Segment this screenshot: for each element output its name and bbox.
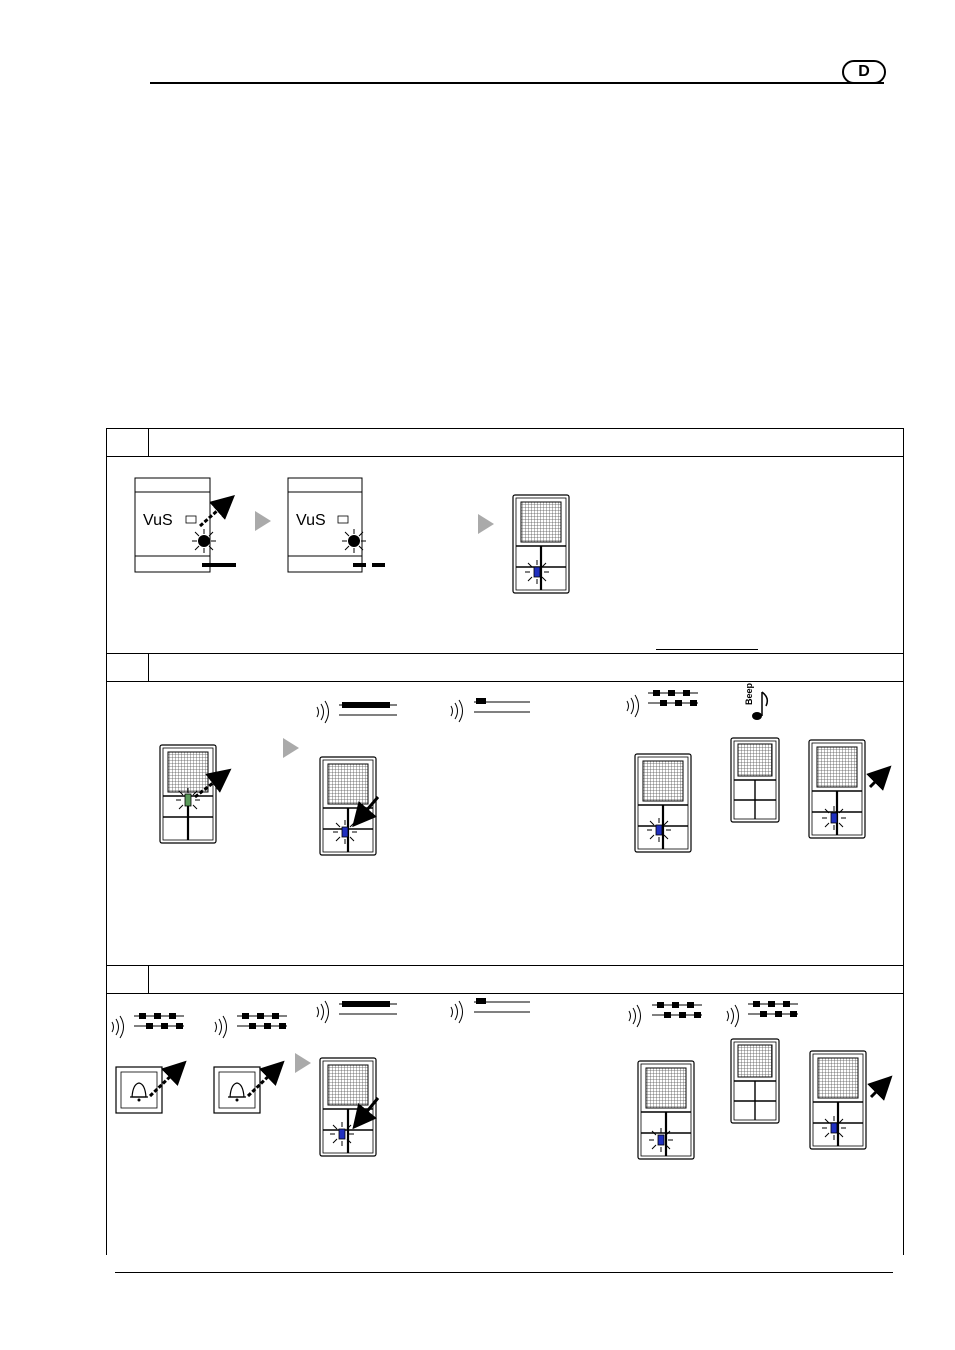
device-label-2: VuS: [296, 512, 326, 529]
radio-waves-icon: [317, 701, 329, 723]
radio-waves-icon: [451, 700, 463, 722]
radio-waves-icon: [112, 1016, 124, 1038]
signal-dashed-icon: [652, 1002, 702, 1018]
panel-s2-c: [635, 754, 691, 852]
radio-waves-icon: [451, 1001, 463, 1023]
panel-s3-c: [731, 1039, 779, 1123]
panel-s1: [513, 495, 569, 593]
signal-dashed-icon: [237, 1013, 287, 1029]
bell-button-1: [116, 1067, 178, 1113]
panel-s2-d: [731, 738, 779, 822]
signal-long-icon: [339, 1001, 397, 1014]
signal-dashed-icon: [134, 1013, 184, 1029]
signal-short-icon: [474, 698, 530, 712]
radio-waves-icon: [627, 695, 639, 717]
language-badge: D: [842, 60, 886, 84]
beep-note-icon: [752, 692, 767, 720]
panel-s2-b: [320, 757, 378, 855]
radio-waves-icon: [629, 1005, 641, 1027]
signal-long-icon: [339, 702, 397, 715]
bell-button-2: [214, 1067, 276, 1113]
radio-waves-icon: [215, 1016, 227, 1038]
panel-s3-a: [320, 1058, 378, 1156]
panel-s3-b: [638, 1061, 694, 1159]
step-arrow: [255, 511, 271, 531]
step-arrow: [283, 738, 299, 758]
signal-dashed-icon: [648, 690, 698, 706]
step-arrow: [295, 1053, 311, 1073]
panel-s2-a: [160, 745, 222, 843]
beep-label: Beep: [744, 682, 754, 705]
signal-dashed-icon: [748, 1001, 798, 1017]
panel-s2-e: [809, 740, 883, 838]
radio-waves-icon: [317, 1001, 329, 1023]
device-label-1: VuS: [143, 512, 173, 529]
panel-s3-d: [810, 1051, 884, 1149]
signal-short-icon: [474, 998, 530, 1012]
radio-waves-icon: [727, 1005, 739, 1027]
step-arrow: [478, 514, 494, 534]
